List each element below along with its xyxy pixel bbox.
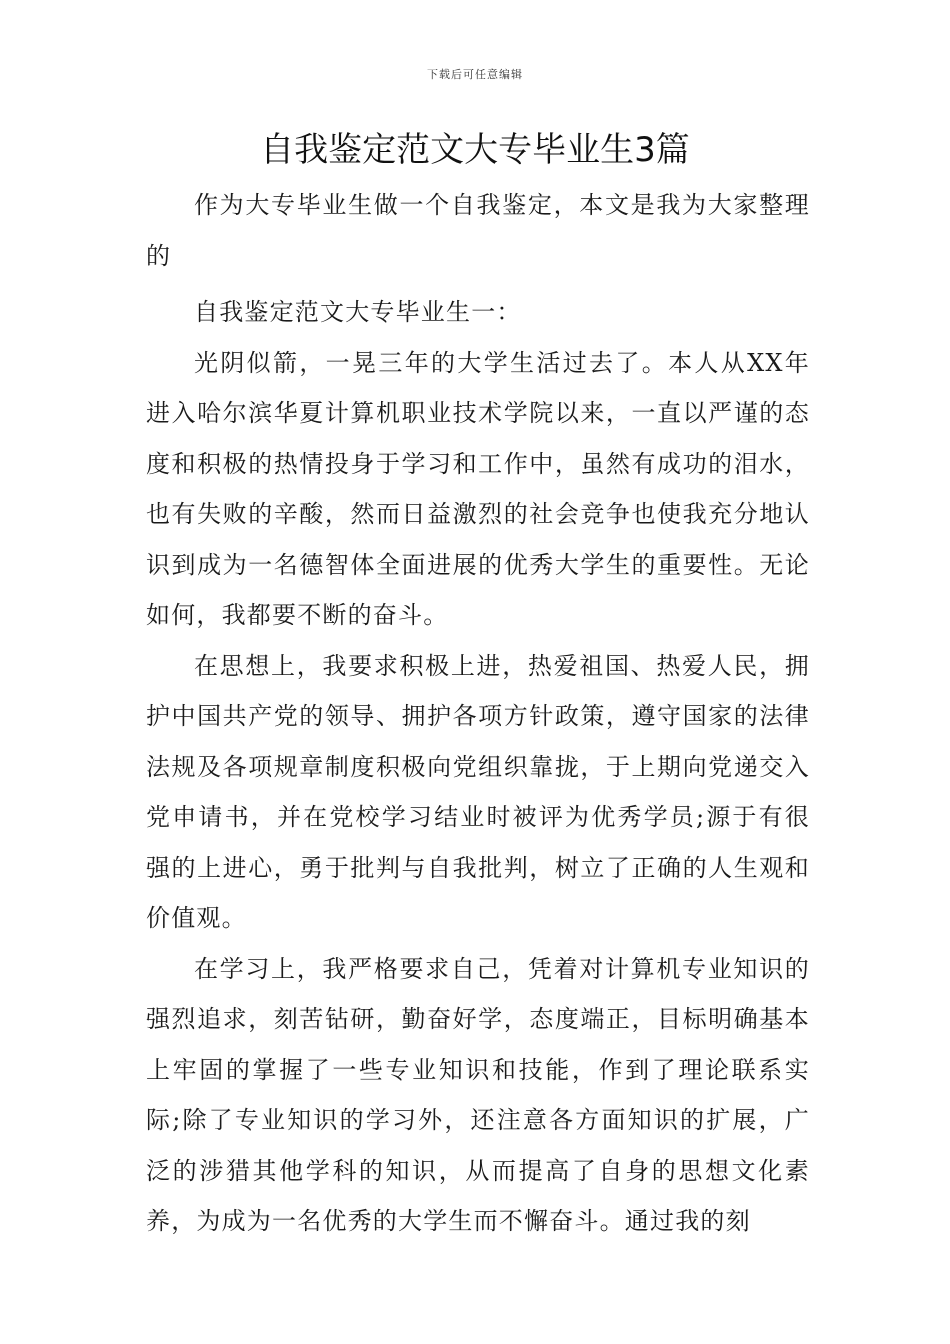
document-body [146,180,810,1247]
document-title: 自我鉴定范文大专毕业生3篇 [260,130,690,170]
paragraph-section-heading: 自我鉴定范文大专毕业生一： [194,298,522,326]
paragraph-ideology: 在思想上，我要求积极上进，热爱祖国、热爱人民，拥护中国共产党的领导、拥护各项方针政策，遵守国家的法律法规及各项规章制度积极向党组织靠拢，于上期向党递交入党申请书，并在党校学习结业时被评为优秀学员;源于有很强的上进心，勇于批判与自我批判，树立了正确的人生观和价值观。 [146,651,810,932]
paragraph-overview: 光阴似箭，一晃三年的大学生活过去了。本人从XX年进入哈尔滨华夏计算机职业技术学院以来，一直以严谨的态度和积极的热情投身于学习和工作中，虽然有成功的泪水，也有失败的辛酸，然而日益激烈的社会竞争也使我充分地认识到成为一名德智体全面进展的优秀大学生的重要性。无论如何，我都要不断的奋斗。 [146,348,810,629]
paragraph-study: 在学习上，我严格要求自己，凭着对计算机专业知识的强烈追求，刻苦钻研，勤奋好学，态度端正，目标明确基本上牢固的掌握了一些专业知识和技能，作到了理论联系实际;除了专业知识的学习外，还注意各方面知识的扩展，广泛的涉猎其他学科的知识，从而提高了自身的思想文化素养，为成为一名优秀的大学生而不懈奋斗。通过我的刻 [146,954,810,1235]
header-note: 下载后可任意编辑 [427,68,523,81]
paragraph-intro: 作为大专毕业生做一个自我鉴定，本文是我为大家整理的 [146,191,810,270]
